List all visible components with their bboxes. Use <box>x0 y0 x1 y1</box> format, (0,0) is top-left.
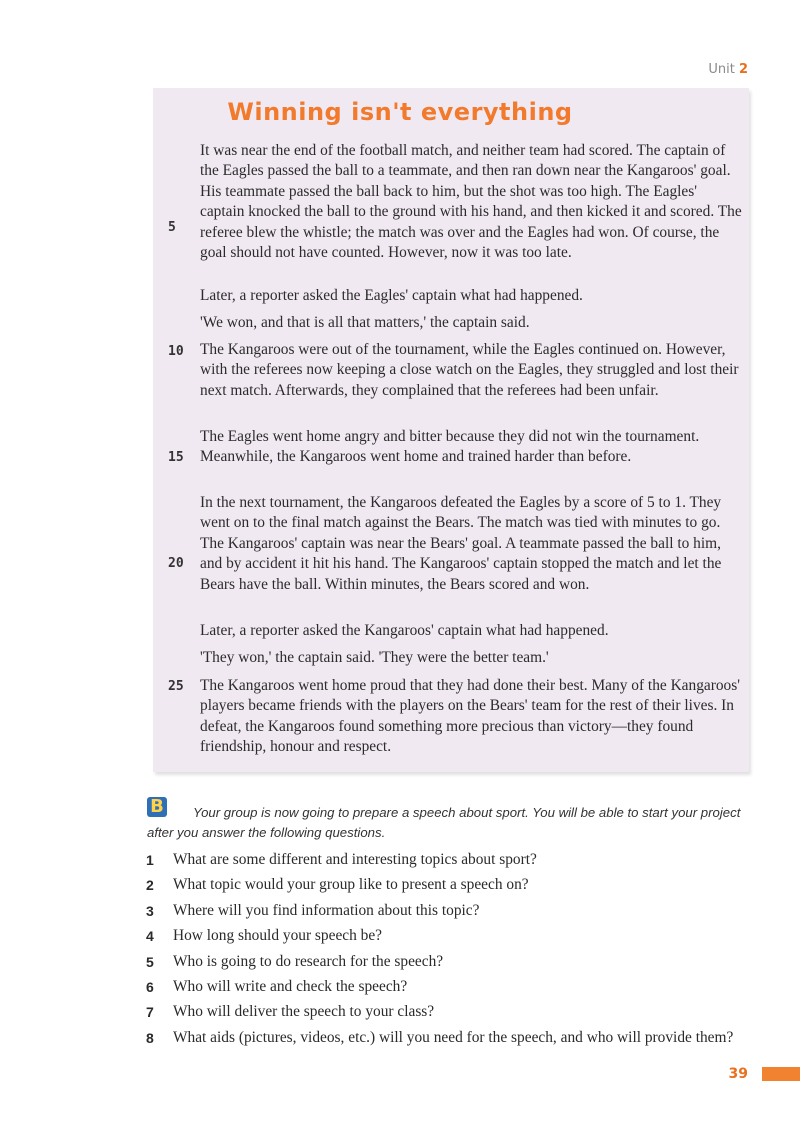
line-number: 25 <box>168 679 184 694</box>
paragraph-8: 'They won,' the captain said. 'They were the better team.' <box>200 649 549 666</box>
question-text: Who is going to do research for the speech? <box>173 952 444 970</box>
list-item <box>146 977 746 997</box>
question-text: Who will deliver the speech to your class? <box>173 1003 435 1021</box>
list-item <box>146 1028 746 1048</box>
paragraph-1: It was near the end of the football match, and neither team had scored. The captain of the Eagles passed the ball to a teammate, and then ran down near the Kangaroos' goal. His teammate passed the ball back to him, but the shot was too high. The Eagles' captain knocked the ball to the ground with his hand, and then kicked it and scored. The referee blew the whistle; the match was over and the Eagles had won. Of course, the goal should not have counted. However, now it was too late. <box>200 142 742 262</box>
list-item <box>146 850 746 870</box>
paragraph-5: The Eagles went home angry and bitter because they did not win the tournament. Meanwhile, the Kangaroos went home and trained harder than before. <box>200 428 700 466</box>
question-text: How long should your speech be? <box>173 927 383 945</box>
line-number: 15 <box>168 450 184 465</box>
question-list <box>146 850 746 1053</box>
section-b-instruction: Your group is now going to prepare a speech about sport. You will be able to start your project after you answer the following questions. <box>147 805 741 840</box>
list-item <box>146 875 746 895</box>
page-number-bar <box>762 1067 800 1081</box>
passage-title: Winning isn't everything <box>227 98 573 126</box>
section-b-icon: B <box>147 797 167 817</box>
list-item <box>146 952 746 972</box>
question-number: 1 <box>146 852 154 868</box>
question-number: 8 <box>146 1029 154 1046</box>
list-item <box>146 926 746 946</box>
question-text: What aids (pictures, videos, etc.) will you need for the speech, and who will provide them? <box>173 1028 734 1046</box>
question-text: Who will write and check the speech? <box>173 978 408 996</box>
question-number: 3 <box>146 902 154 919</box>
list-item <box>146 1002 746 1022</box>
question-text: What topic would your group like to present a speech on? <box>173 876 529 894</box>
line-number: 10 <box>168 344 184 359</box>
paragraph-4: The Kangaroos were out of the tournament, while the Eagles continued on. However, with the referees now keeping a close watch on the Eagles, they struggled and lost their next match. Afterwards, they complained that the referees had been unfair. <box>200 341 739 399</box>
question-number: 4 <box>146 928 154 945</box>
line-number: 20 <box>168 556 184 571</box>
question-number: 5 <box>146 953 154 970</box>
unit-label <box>708 62 748 77</box>
page-number: 39 <box>728 1066 748 1082</box>
question-number: 2 <box>146 877 154 894</box>
unit-text: Unit <box>708 62 735 77</box>
unit-number: 2 <box>738 62 748 77</box>
paragraph-3: 'We won, and that is all that matters,' the captain said. <box>200 314 530 331</box>
paragraph-2: Later, a reporter asked the Eagles' captain what had happened. <box>200 287 583 304</box>
paragraph-7: Later, a reporter asked the Kangaroos' captain what had happened. <box>200 622 609 639</box>
question-number: 6 <box>146 979 154 996</box>
line-number: 5 <box>168 220 176 235</box>
question-text: Where will you find information about this topic? <box>173 901 480 919</box>
question-text: What are some different and interesting topics about sport? <box>173 851 537 868</box>
question-number: 7 <box>146 1004 154 1021</box>
paragraph-6: In the next tournament, the Kangaroos defeated the Eagles by a score of 5 to 1. They went on to the final match against the Bears. The match was tied with minutes to go. The Kangaroos' captain was near the Bears' goal. A teammate passed the ball to him, and by accident it hit his hand. The Kangaroos' captain stopped the match and let the Bears have the ball. Within minutes, the Bears scored and won. <box>200 494 722 593</box>
list-item <box>146 901 746 921</box>
paragraph-9: The Kangaroos went home proud that they had done their best. Many of the Kangaroos' players became friends with the players on the Bears' team for the rest of their lives. In defeat, the Kangaroos found something more precious than victory—they found friendship, honour and respect. <box>200 677 741 756</box>
